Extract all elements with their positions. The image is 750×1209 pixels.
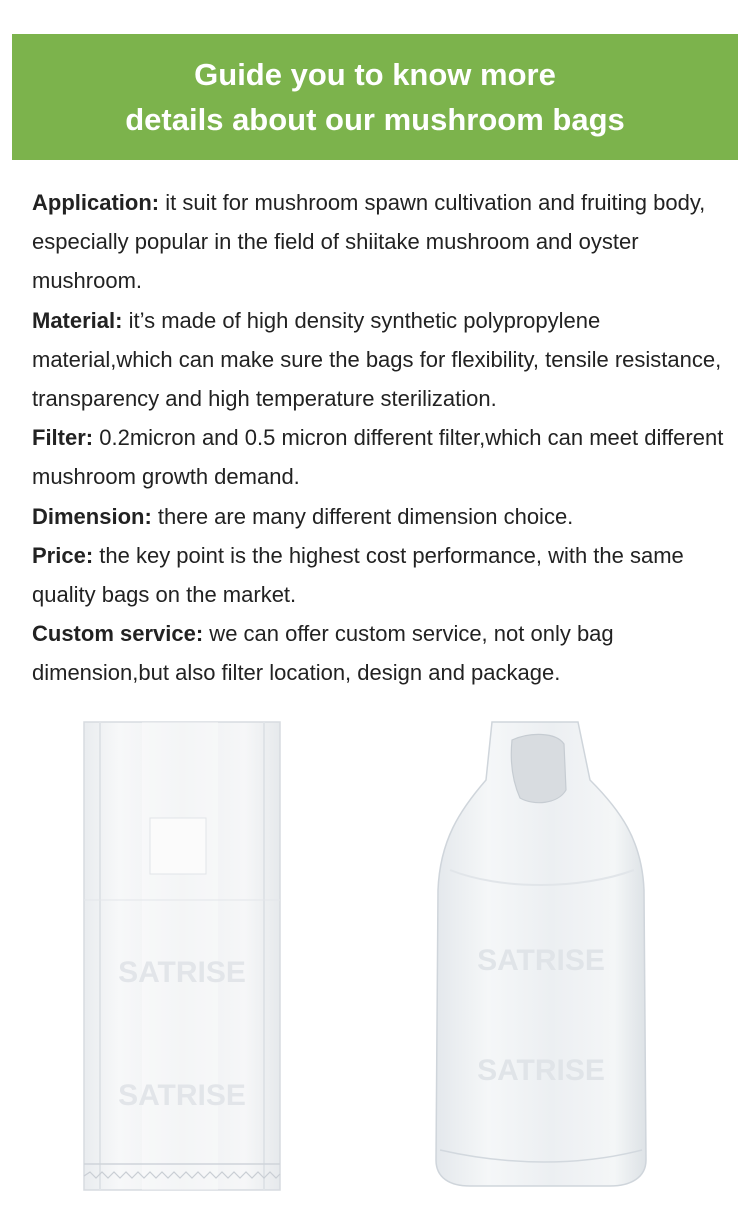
detail-text: there are many different dimension choice.: [151, 503, 574, 529]
watermark-text: SATRISE: [118, 1079, 246, 1112]
watermark-text: SATRISE: [477, 1054, 605, 1087]
detail-label: Filter:: [32, 425, 94, 451]
detail-text: 0.2micron and 0.5 micron different filter,which can meet different mushroom growth demand.: [32, 425, 724, 490]
detail-label: Dimension:: [32, 503, 152, 529]
header-banner: [12, 34, 738, 160]
detail-text: we can offer custom service, not only bag dimension,but also filter location, design and package.: [32, 621, 614, 686]
detail-label: Application:: [32, 190, 160, 215]
watermark-text: SATRISE: [118, 956, 246, 989]
detail-text: the key point is the highest cost performance, with the same quality bags on the market.: [32, 542, 684, 608]
filled-bag-image: [430, 720, 652, 1190]
detail-text: it’s made of high density synthetic polypropylene material,which can make sure the bags for flexibility, tensile resistance, transparency and high temperature sterilization.: [32, 307, 722, 412]
detail-label: Material:: [32, 307, 123, 333]
filled-bag-illustration: [430, 720, 652, 1190]
flat-bag-image: [82, 720, 282, 1195]
watermark-text: SATRISE: [477, 944, 605, 977]
detail-price: [32, 536, 744, 614]
detail-custom-service: [32, 614, 744, 692]
detail-filter: [32, 418, 744, 496]
detail-label: Price:: [32, 542, 94, 568]
detail-application: [32, 183, 744, 301]
detail-text: it suit for mushroom spawn cultivation and fruiting body, especially popular in the field of shiitake mushroom and oyster mushroom.: [32, 190, 706, 294]
header-title-line-1: Guide you to know more: [194, 57, 556, 92]
detail-label: Custom service:: [32, 621, 204, 647]
details-section: [32, 183, 744, 693]
detail-dimension: [32, 497, 744, 536]
header-title-line-2: details about our mushroom bags: [125, 102, 625, 137]
flat-bag-illustration: [82, 720, 282, 1195]
detail-material: [32, 301, 744, 419]
